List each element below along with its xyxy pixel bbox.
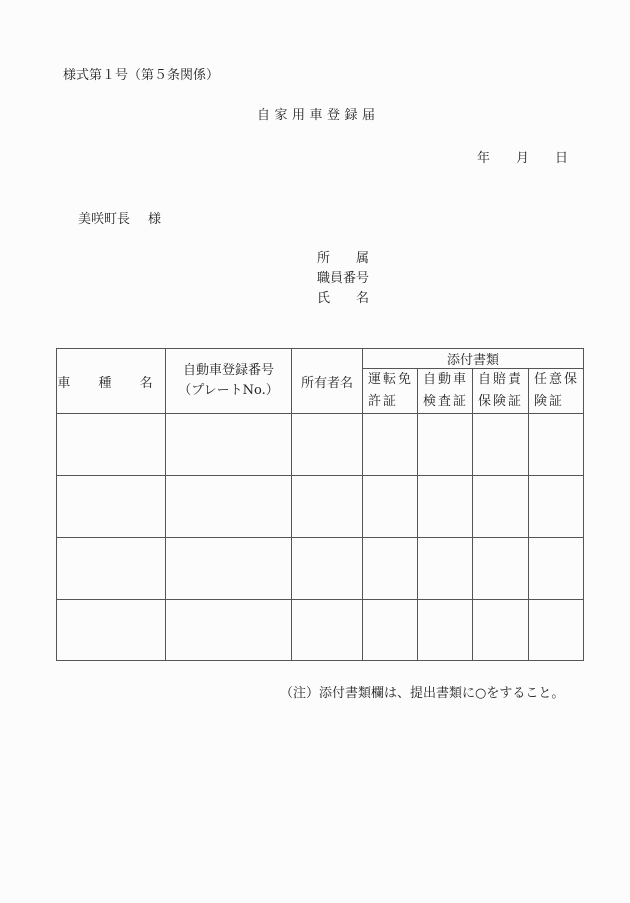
- affiliation-label: 所 属: [317, 251, 369, 266]
- cell-car-type[interactable]: [57, 476, 166, 538]
- cell-compulsory-insurance[interactable]: [473, 600, 529, 661]
- form-number: 様式第１号（第５条関係）: [63, 68, 220, 83]
- cell-compulsory-insurance[interactable]: [473, 414, 529, 476]
- cell-car-type[interactable]: [57, 414, 166, 476]
- cell-voluntary-insurance[interactable]: [529, 414, 584, 476]
- cell-drivers-license[interactable]: [363, 600, 418, 661]
- footnote: （注）添付書類欄は、提出書類に○をすること。: [280, 686, 565, 701]
- date-month-label: 月: [516, 151, 530, 166]
- cell-vehicle-inspection[interactable]: [418, 476, 473, 538]
- addressee-name: 美咲町長: [78, 212, 131, 227]
- cell-car-type[interactable]: [57, 600, 166, 661]
- cell-owner[interactable]: [292, 600, 363, 661]
- date-day-label: 日: [555, 151, 569, 166]
- table-row: [57, 414, 584, 476]
- date-line: [477, 147, 568, 166]
- staff-number-label: 職員番号: [317, 271, 370, 286]
- cell-owner[interactable]: [292, 476, 363, 538]
- cell-registration-number[interactable]: [166, 600, 292, 661]
- table-row: [57, 600, 584, 661]
- cell-voluntary-insurance[interactable]: [529, 600, 584, 661]
- header-vehicle-inspection: 自動車 検査証: [418, 369, 473, 414]
- cell-vehicle-inspection[interactable]: [418, 414, 473, 476]
- cell-drivers-license[interactable]: [363, 476, 418, 538]
- header-attachments: 添付書類: [363, 349, 584, 369]
- table-row: [57, 538, 584, 600]
- cell-compulsory-insurance[interactable]: [473, 538, 529, 600]
- cell-registration-number[interactable]: [166, 538, 292, 600]
- name-label: 氏 名: [317, 291, 369, 306]
- cell-vehicle-inspection[interactable]: [418, 600, 473, 661]
- document-title: 自家用車登録届: [257, 108, 380, 123]
- header-voluntary-insurance: 任意保 険証: [529, 369, 584, 414]
- header-car-type: 車 種 名: [57, 349, 166, 414]
- cell-car-type[interactable]: [57, 538, 166, 600]
- header-registration-number: 自動車登録番号 （プレートNo.）: [166, 349, 292, 414]
- cell-registration-number[interactable]: [166, 476, 292, 538]
- cell-vehicle-inspection[interactable]: [418, 538, 473, 600]
- cell-voluntary-insurance[interactable]: [529, 538, 584, 600]
- applicant-block: [317, 249, 369, 309]
- header-drivers-license: 運転免 許証: [363, 369, 418, 414]
- cell-voluntary-insurance[interactable]: [529, 476, 584, 538]
- cell-owner[interactable]: [292, 414, 363, 476]
- header-owner: 所有者名: [292, 349, 363, 414]
- date-year-label: 年: [477, 151, 491, 166]
- cell-owner[interactable]: [292, 538, 363, 600]
- addressee-honorific: 様: [148, 212, 162, 227]
- cell-registration-number[interactable]: [166, 414, 292, 476]
- cell-drivers-license[interactable]: [363, 538, 418, 600]
- cell-compulsory-insurance[interactable]: [473, 476, 529, 538]
- cell-drivers-license[interactable]: [363, 414, 418, 476]
- addressee: [78, 208, 161, 227]
- header-compulsory-insurance: 自賠責 保険証: [473, 369, 529, 414]
- vehicle-registration-table: [56, 348, 584, 661]
- table-row: [57, 476, 584, 538]
